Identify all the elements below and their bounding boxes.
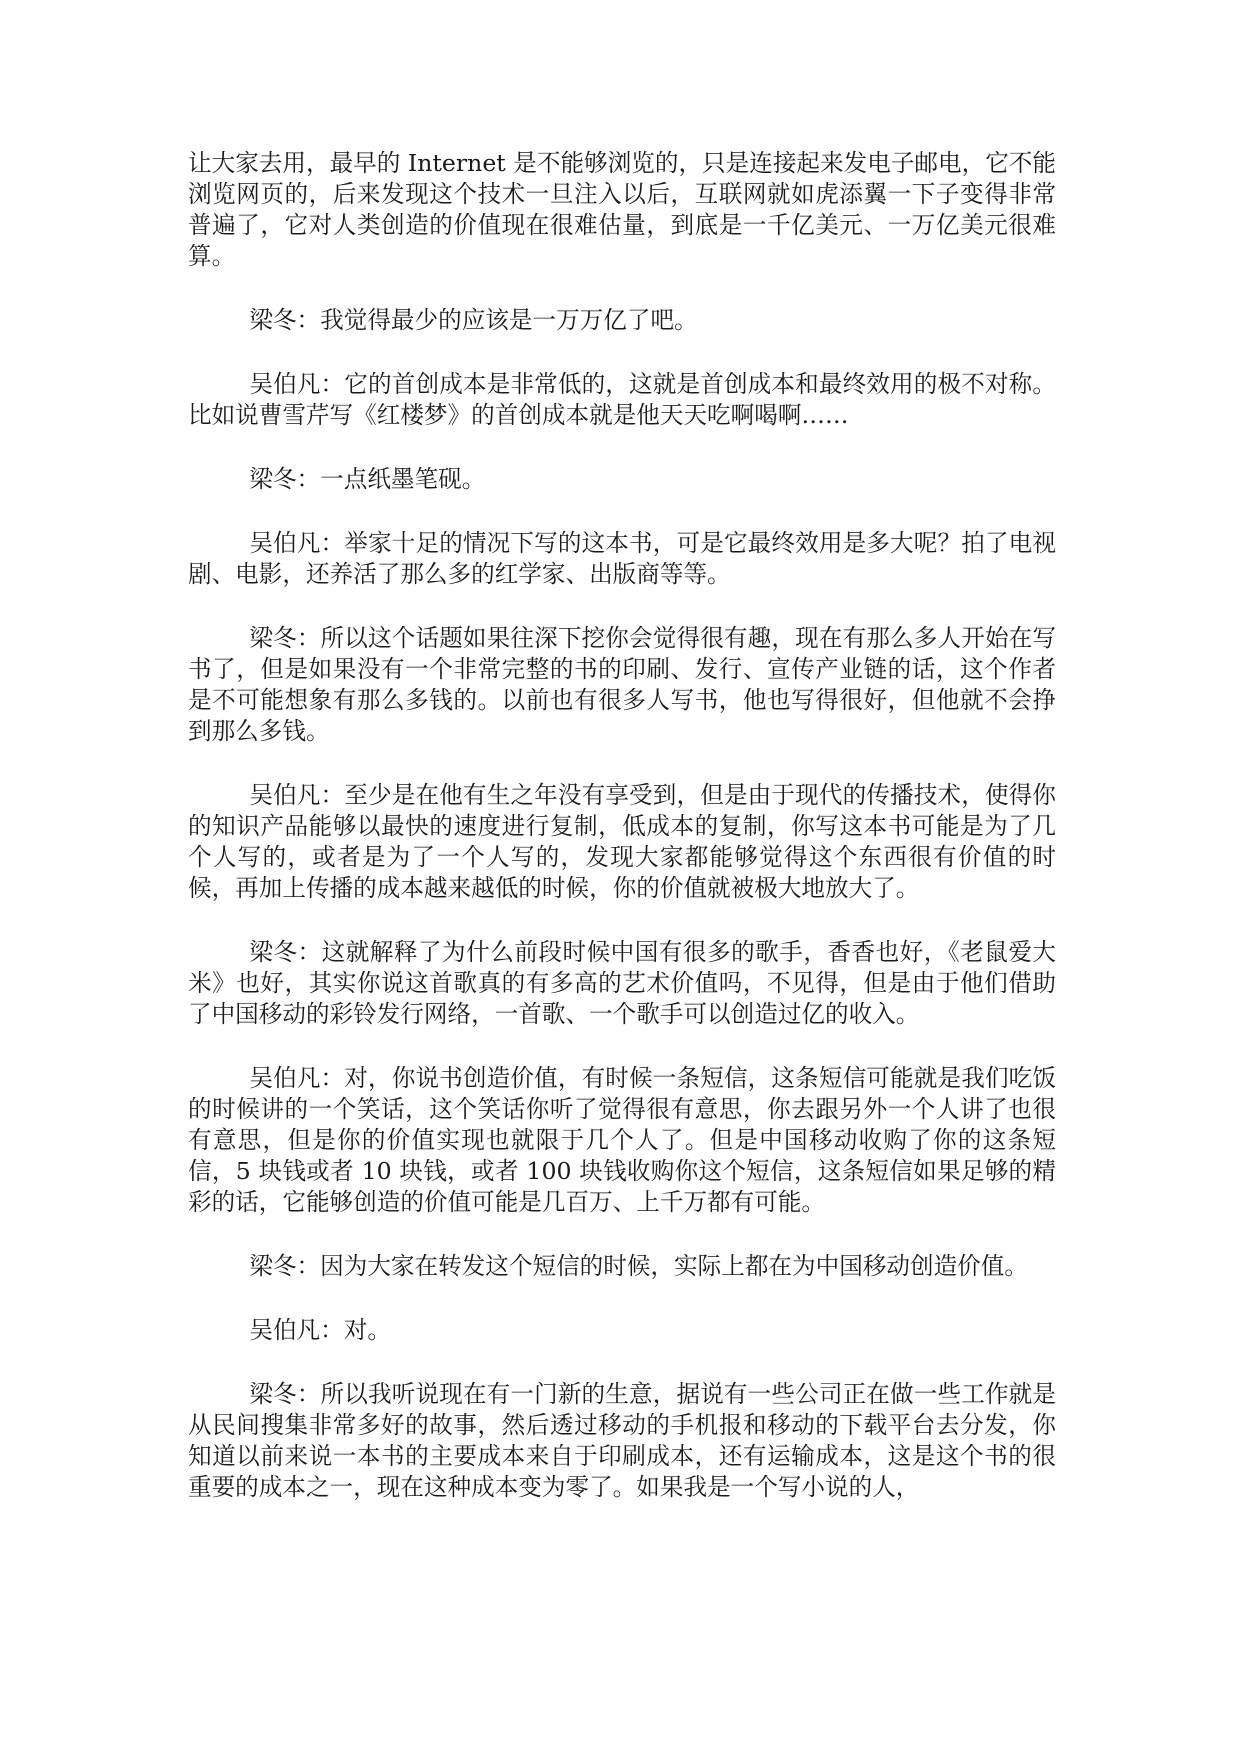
speaker-label: 梁冬：: [249, 624, 321, 652]
dialogue-paragraph: [188, 1315, 1056, 1346]
paragraph-continuation: [188, 148, 1056, 272]
speaker-label: 梁冬：: [249, 1252, 321, 1280]
speaker-label: 梁冬：: [249, 938, 322, 966]
paragraph-text: 举家十足的情况下写的这本书，可是它最终效用是多大呢？拍了电视剧、电影，还养活了那么多的红学家、出版商等等。: [188, 529, 1057, 588]
dialogue-paragraph: [188, 464, 1056, 495]
dialogue-paragraph: [188, 369, 1056, 431]
dialogue-paragraph: [188, 1063, 1056, 1218]
dialogue-paragraph: [188, 623, 1056, 747]
paragraph-text: 对。: [343, 1316, 391, 1344]
speaker-label: 吴伯凡：: [249, 1064, 345, 1092]
dialogue-paragraph: [188, 528, 1056, 590]
paragraph-text: 让大家去用，最早的 Internet 是不能够浏览的，只是连接起来发电子邮电，它不能浏览网页的，后来发现这个技术一旦注入以后，互联网就如虎添翼一下子变得非常普遍了，它对人类创造的价值现在很难估量，到底是一千亿美元、一万亿美元很难算。: [188, 149, 1056, 270]
paragraph-text: 所以这个话题如果往深下挖你会觉得很有趣，现在有那么多人开始在写书了，但是如果没有一个非常完整的书的印刷、发行、宣传产业链的话，这个作者是不可能想象有那么多钱的。以前也有很多人写书，他也写得很好，但他就不会挣到那么多钱。: [188, 624, 1056, 745]
speaker-label: 梁冬：: [249, 1380, 321, 1408]
dialogue-paragraph: [188, 1379, 1056, 1503]
speaker-label: 梁冬：: [249, 465, 321, 493]
speaker-label: 吴伯凡：: [249, 370, 345, 398]
transcript-body: [188, 148, 1056, 1536]
paragraph-text: 因为大家在转发这个短信的时候，实际上都在为中国移动创造价值。: [320, 1252, 1028, 1280]
paragraph-text: 它的首创成本是非常低的，这就是首创成本和最终效用的极不对称。比如说曹雪芹写《红楼梦》的首创成本就是他天天吃啊喝啊……: [188, 370, 1057, 429]
paragraph-text: 我觉得最少的应该是一万万亿了吧。: [320, 306, 698, 334]
dialogue-paragraph: [188, 305, 1056, 336]
speaker-label: 吴伯凡：: [249, 1316, 344, 1344]
paragraph-text: 至少是在他有生之年没有享受到，但是由于现代的传播技术，使得你的知识产品能够以最快的速度进行复制，低成本的复制，你写这本书可能是为了几个人写的，或者是为了一个人写的，发现大家都能够觉得这个东西很有价值的时候，再加上传播的成本越来越低的时候，你的价值就被极大地放大了。: [188, 781, 1057, 902]
dialogue-paragraph: [188, 780, 1056, 904]
speaker-label: 吴伯凡：: [249, 529, 345, 557]
paragraph-text: 一点纸墨笔砚。: [320, 465, 486, 493]
speaker-label: 梁冬：: [249, 306, 321, 334]
speaker-label: 吴伯凡：: [249, 781, 345, 809]
paragraph-text: 所以我听说现在有一门新的生意，据说有一些公司正在做一些工作就是从民间搜集非常多好的故事，然后透过移动的手机报和移动的下载平台去分发，你知道以前来说一本书的主要成本来自于印刷成本，还有运输成本，这是这个书的很重要的成本之一，现在这种成本变为零了。如果我是一个写小说的人，: [188, 1380, 1056, 1501]
dialogue-paragraph: [188, 937, 1056, 1030]
paragraph-text: 这就解释了为什么前段时候中国有很多的歌手，香香也好，《老鼠爱大米》也好，其实你说这首歌真的有多高的艺术价值吗，不见得，但是由于他们借助了中国移动的彩铃发行网络，一首歌、一个歌手可以创造过亿的收入。: [188, 938, 1057, 1028]
paragraph-text: 对，你说书创造价值，有时候一条短信，这条短信可能就是我们吃饭的时候讲的一个笑话，这个笑话你听了觉得很有意思，你去跟另外一个人讲了也很有意思，但是你的价值实现也就限于几个人了。但是中国移动收购了你的这条短信，5 块钱或者 10 块钱，或者 100 块钱收购你这个短信，这条短信如果足够的精彩的话，它能够创造的价值可能是几百万、上千万都有可能。: [188, 1064, 1057, 1216]
dialogue-paragraph: [188, 1251, 1056, 1282]
